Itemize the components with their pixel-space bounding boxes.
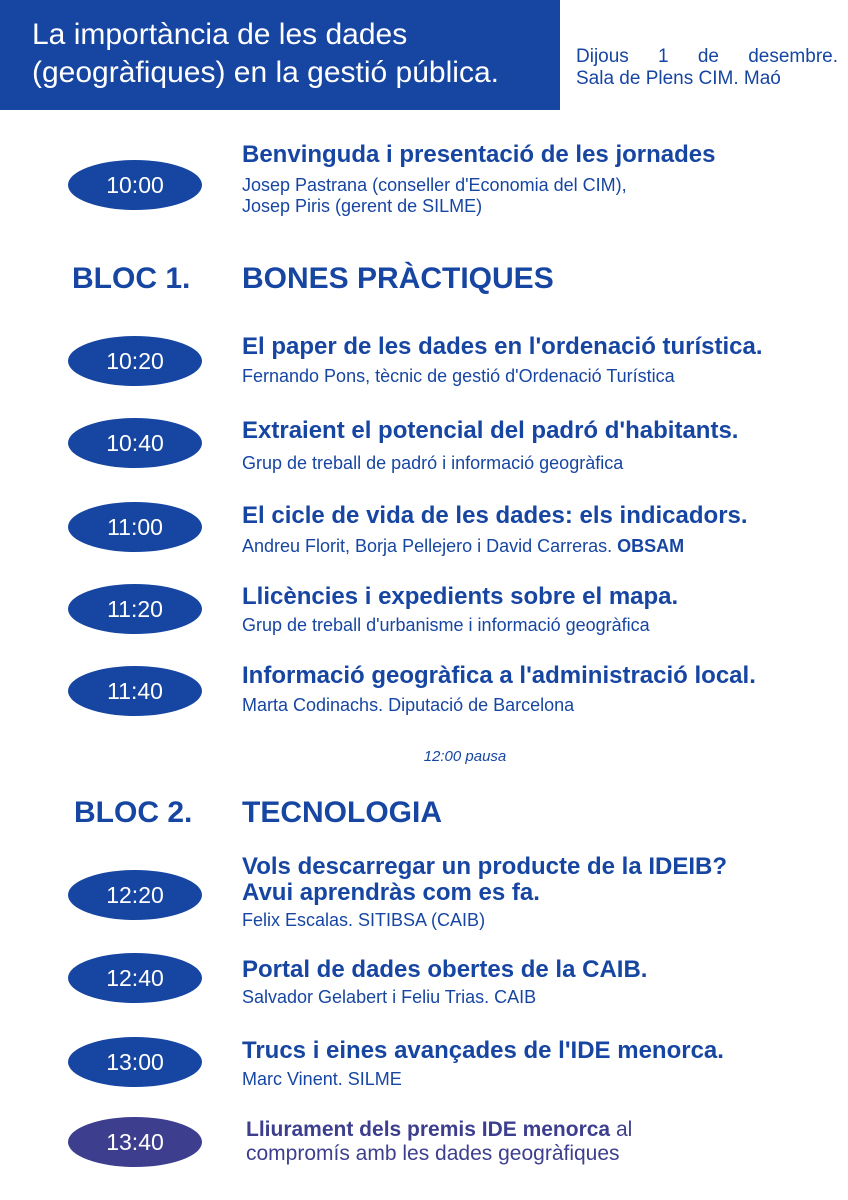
time-badge: 10:20: [68, 336, 202, 386]
session-speaker: Fernando Pons, tècnic de gestió d'Ordenació Turística: [242, 366, 675, 386]
closing-title-rest: al: [610, 1118, 633, 1141]
bloc-1-label: BLOC 1.: [72, 262, 191, 295]
time-badge-closing: 13:40: [68, 1117, 202, 1167]
session-speaker-org: OBSAM: [617, 536, 685, 556]
page-title-line-2: (geogràfiques) en la gestió pública.: [32, 56, 499, 89]
closing-line-1: [246, 1118, 632, 1142]
header-title-box: [0, 0, 560, 110]
time-badge: 13:00: [68, 1037, 202, 1087]
bloc-2-name: TECNOLOGIA: [242, 796, 442, 829]
session-speaker-welcome-1: Josep Pastrana (conseller d'Economia del CIM),: [242, 175, 627, 195]
time-badge: 11:20: [68, 584, 202, 634]
event-info: [576, 46, 838, 90]
session-speaker: Grup de treball d'urbanisme i informació geogràfica: [242, 615, 650, 635]
session-speaker: Felix Escalas. SITIBSA (CAIB): [242, 910, 486, 930]
bloc-2-label: BLOC 2.: [74, 796, 193, 829]
page-title-line-1: La importància de les dades: [32, 18, 408, 51]
session-title: Informació geogràfica a l'administració local.: [242, 662, 756, 689]
session-title: Trucs i eines avançades de l'IDE menorca.: [242, 1037, 724, 1064]
session-title-welcome: Benvinguda i presentació de les jornades: [242, 141, 716, 168]
closing-title-bold: Lliurament dels premis IDE menorca: [246, 1118, 611, 1141]
session-speaker-welcome-2: Josep Piris (gerent de SILME): [242, 196, 483, 216]
session-speaker: Salvador Gelabert i Feliu Trias. CAIB: [242, 987, 537, 1007]
session-title-line-2: Avui aprendràs com es fa.: [242, 879, 540, 906]
session-speaker: Marc Vinent. SILME: [242, 1069, 402, 1089]
time-badge-welcome: 10:00: [68, 160, 202, 210]
session-speaker-names: Andreu Florit, Borja Pellejero i David Carreras.: [242, 536, 613, 556]
closing-line-2: compromís amb les dades geogràfiques: [246, 1142, 620, 1165]
session-title: Vols descarregar un producte de la IDEIB?: [242, 853, 728, 880]
event-place: Sala de Plens CIM. Maó: [576, 68, 781, 89]
bloc-1-name: BONES PRÀCTIQUES: [242, 262, 554, 295]
closing-session: [246, 1118, 632, 1166]
time-badge: 11:40: [68, 666, 202, 716]
time-badge: 12:40: [68, 953, 202, 1003]
session-title: El paper de les dades en l'ordenació turística.: [242, 333, 763, 360]
time-badge: 11:00: [68, 502, 202, 552]
session-title: Portal de dades obertes de la CAIB.: [242, 956, 648, 983]
session-speaker: Marta Codinachs. Diputació de Barcelona: [242, 695, 575, 715]
session-title: El cicle de vida de les dades: els indicadors.: [242, 502, 748, 529]
time-badge: 12:20: [68, 870, 202, 920]
event-date: Dijous 1 de desembre.: [576, 46, 838, 67]
time-badge: 10:40: [68, 418, 202, 468]
pause-note: 12:00 pausa: [423, 748, 507, 765]
session-title: Extraient el potencial del padró d'habitants.: [242, 417, 739, 444]
session-speaker: [242, 535, 684, 557]
session-title: Llicències i expedients sobre el mapa.: [242, 583, 679, 610]
session-speaker: Grup de treball de padró i informació geogràfica: [242, 453, 624, 473]
